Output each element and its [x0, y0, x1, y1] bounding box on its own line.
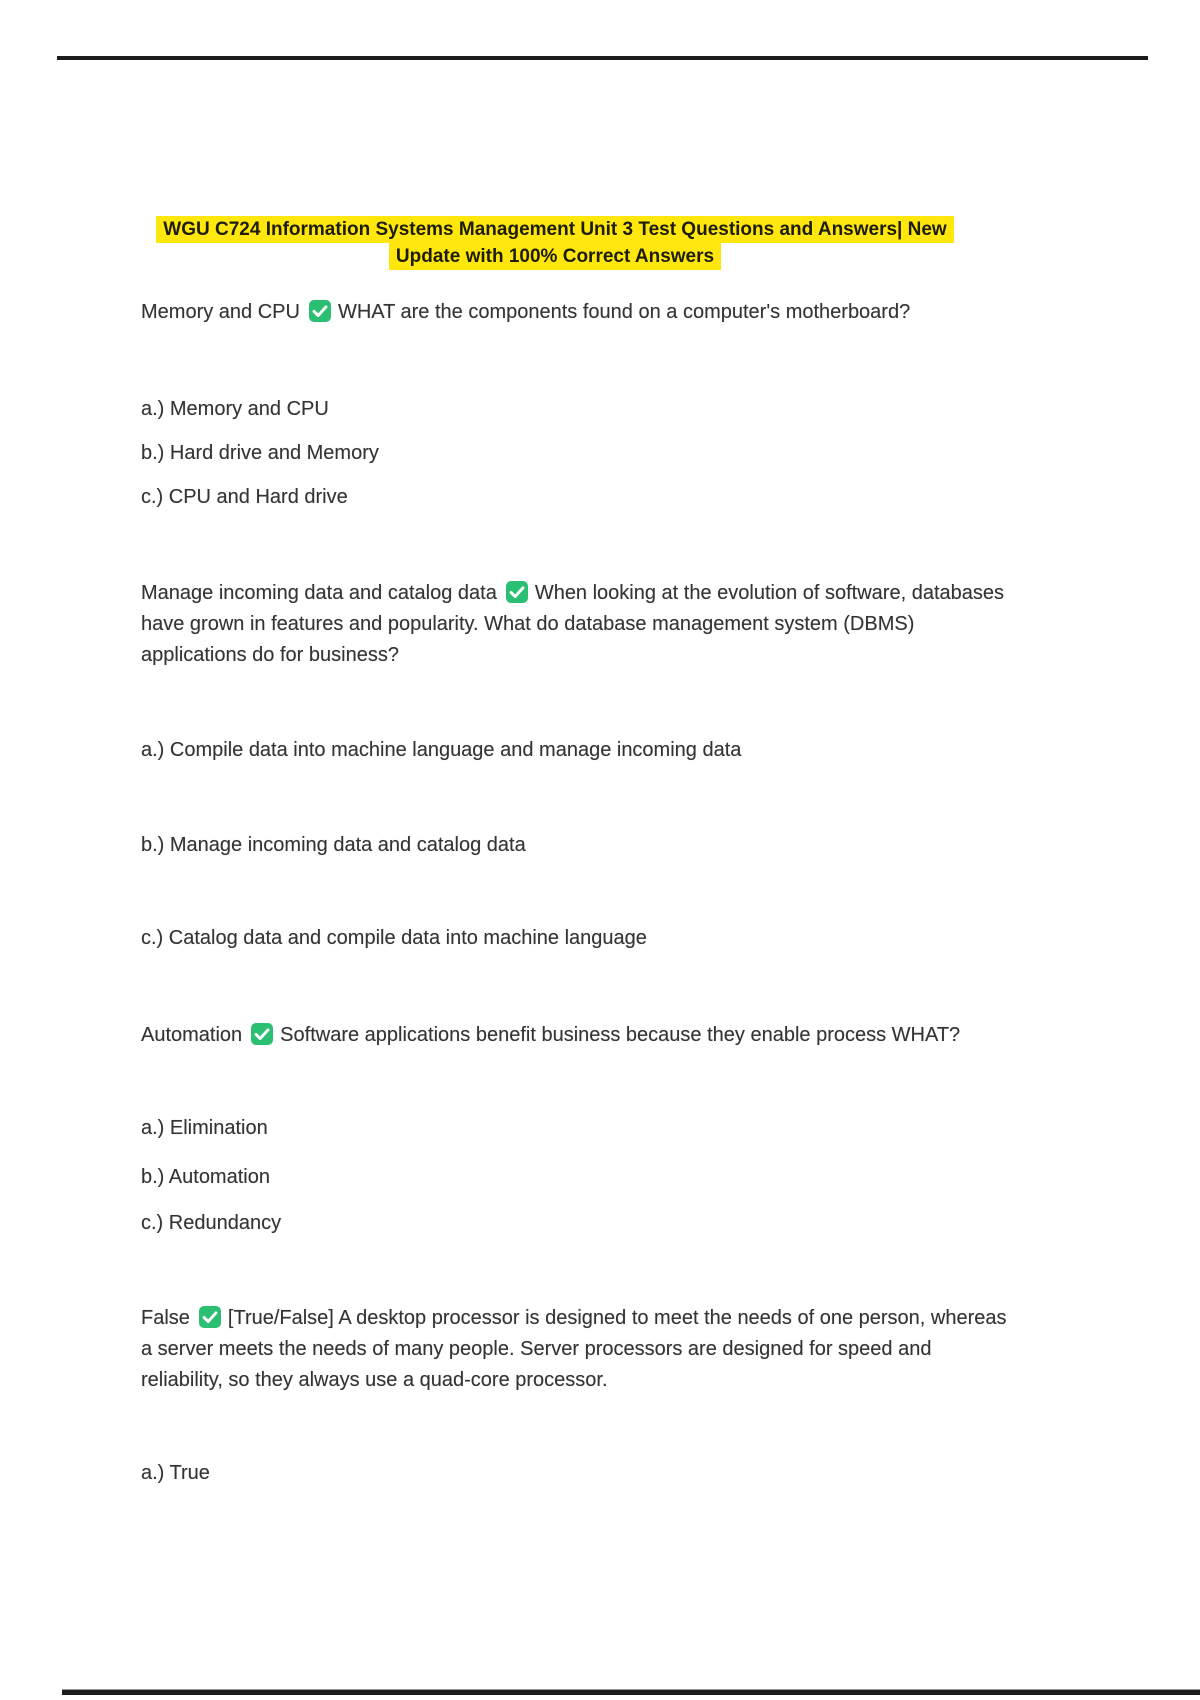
option-b: b.) Automation [141, 1166, 270, 1188]
question-answer-line [141, 297, 910, 328]
option-a: a.) Memory and CPU [141, 398, 329, 420]
answer-text: Manage incoming data and catalog data [141, 582, 497, 604]
bottom-rule [62, 1689, 1200, 1695]
answer-text: Memory and CPU [141, 301, 300, 323]
answer-text: Automation [141, 1024, 243, 1046]
title-line-2 [130, 243, 980, 270]
question-text: WHAT are the components found on a computer's motherboard? [337, 301, 911, 323]
document-title [130, 216, 980, 270]
option-a: a.) Compile data into machine language and manage incoming data [141, 739, 742, 761]
check-icon [309, 300, 331, 322]
option-c: c.) Catalog data and compile data into machine language [141, 927, 647, 949]
check-icon [199, 1306, 221, 1328]
title-highlight: WGU C724 Information Systems Management Unit 3 Test Questions and Answers| New [156, 216, 953, 243]
answer-text: False [141, 1307, 190, 1329]
title-highlight: Update with 100% Correct Answers [389, 243, 721, 270]
question-text: [True/False] A desktop processor is designed to meet the needs of one person, whereas a server meets the needs of many people. Server processors are designed for speed and reliability, so they always use a quad-core processor. [141, 1307, 1007, 1391]
title-line-1 [130, 216, 980, 243]
question-answer-line [141, 1020, 960, 1051]
question-text: When looking at the evolution of software, databases have grown in features and popularity. What do database management system (DBMS) applications do for business? [141, 582, 1004, 666]
option-b: b.) Manage incoming data and catalog data [141, 834, 526, 856]
check-icon [506, 581, 528, 603]
top-rule [57, 56, 1148, 60]
option-c: c.) CPU and Hard drive [141, 486, 348, 508]
option-c: c.) Redundancy [141, 1212, 282, 1234]
question-answer-line [141, 1303, 1009, 1396]
question-answer-line [141, 578, 1009, 671]
option-b: b.) Hard drive and Memory [141, 442, 379, 464]
question-text: Software applications benefit business because they enable process WHAT? [280, 1024, 961, 1046]
option-a: a.) True [141, 1462, 210, 1484]
check-icon [251, 1023, 273, 1045]
option-a: a.) Elimination [141, 1117, 268, 1139]
